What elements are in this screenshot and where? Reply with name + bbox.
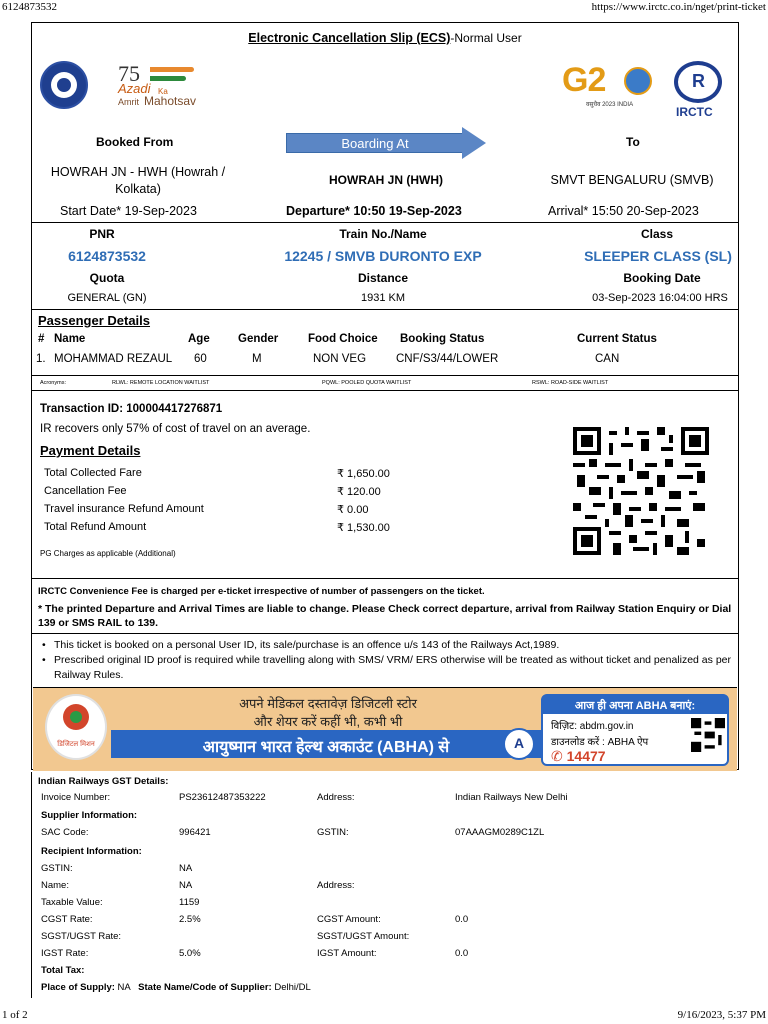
ad-line-2: और शेयर करें कहीं भी, कभी भी bbox=[253, 714, 403, 729]
gst-title: Indian Railways GST Details: bbox=[38, 776, 169, 787]
g20-logo bbox=[562, 63, 662, 113]
pd-col-food: Food Choice bbox=[308, 333, 378, 345]
ad-box-helpline-number: 14477 bbox=[566, 748, 606, 764]
divider bbox=[32, 633, 738, 634]
convenience-fee-note: IRCTC Convenience Fee is charged per e-ticket irrespective of number of passengers on the ticket. bbox=[38, 586, 485, 597]
digital-mission-emblem-icon bbox=[45, 694, 107, 760]
slip-title-sub: -Normal User bbox=[450, 31, 522, 45]
ad-info-box bbox=[541, 694, 729, 766]
payment-label-insurance-refund: Travel insurance Refund Amount bbox=[44, 503, 204, 515]
printed-times-note: * The printed Departure and Arrival Times are liable to change. Please Check correct departure, arrival from Railway Station Enquiry or Dial 139 or SMS RAIL to 139. bbox=[38, 603, 732, 629]
distance-label: Distance bbox=[357, 271, 409, 285]
abha-advertisement-banner[interactable] bbox=[33, 687, 737, 771]
gst-r-name-label: Name: bbox=[41, 880, 69, 891]
class-value: SLEEPER CLASS (SL) bbox=[584, 248, 732, 264]
distance-value: 1931 KM bbox=[360, 292, 406, 304]
pd-col-booking-status: Booking Status bbox=[400, 333, 485, 345]
slip-title-main: Electronic Cancellation Slip (ECS) bbox=[248, 31, 451, 45]
gst-igst-amt-value: 0.0 bbox=[455, 948, 469, 959]
divider bbox=[32, 390, 738, 391]
azadi-ka-amrit-mahotsav-logo bbox=[116, 61, 206, 111]
note-bullet-1 bbox=[38, 638, 734, 653]
tricolor-flag-icon bbox=[150, 67, 194, 81]
ad-box-helpline bbox=[551, 748, 606, 765]
gst-place-of-supply bbox=[41, 982, 311, 993]
acronym-pqwl: PQWL: POOLED QUOTA WAITLIST bbox=[322, 380, 412, 386]
divider bbox=[32, 309, 738, 310]
ad-box-visit: विज़िट: abdm.gov.in bbox=[551, 721, 634, 732]
acronym-rlwl: RLWL: REMOTE LOCATION WAITLIST bbox=[112, 380, 210, 386]
gst-cgst-rate-value: 2.5% bbox=[179, 914, 201, 925]
gst-sac-value: 996421 bbox=[179, 827, 211, 838]
small-qr-code-icon bbox=[691, 718, 725, 752]
emblem-text: डिजिटल मिशन bbox=[57, 741, 95, 748]
gst-r-name-value: NA bbox=[179, 880, 193, 891]
payment-details-title: Payment Details bbox=[40, 443, 141, 458]
boarding-station: HOWRAH JN (HWH) bbox=[329, 173, 443, 187]
gst-state-label: State Name/Code of Supplier: bbox=[138, 982, 272, 993]
passenger-row-num: 1. bbox=[36, 353, 46, 365]
gst-place-value: NA bbox=[117, 982, 131, 993]
start-date: Start Date* 19-Sep-2023 bbox=[60, 204, 197, 218]
passenger-row-gender: M bbox=[252, 353, 262, 365]
payment-label-cancellation-fee: Cancellation Fee bbox=[44, 485, 127, 497]
abha-circle-letter: A bbox=[514, 735, 525, 751]
payment-value-cancellation-fee: ₹ 120.00 bbox=[337, 486, 381, 498]
booked-from-label: Booked From bbox=[96, 135, 174, 149]
irctc-logo-label: IRCTC bbox=[676, 105, 713, 119]
gst-address-label: Address: bbox=[317, 792, 355, 803]
pnr-label: PNR bbox=[89, 227, 115, 241]
gst-igst-rate-label: IGST Rate: bbox=[41, 948, 89, 959]
booking-date-label: Booking Date bbox=[623, 271, 701, 285]
g20-logo-text: G2 bbox=[562, 61, 606, 99]
passenger-row-age: 60 bbox=[194, 353, 207, 365]
azadi-logo-number: 75 bbox=[118, 61, 140, 86]
print-header-url[interactable]: https://www.irctc.co.in/nget/print-ticket bbox=[591, 1, 766, 13]
pnr-number: 6124873532 bbox=[68, 248, 146, 264]
booking-date-value: 03-Sep-2023 16:04:00 HRS bbox=[592, 292, 728, 304]
to-station: SMVT BENGALURU (SMVB) bbox=[550, 173, 714, 187]
irctc-logo bbox=[668, 61, 728, 123]
gst-cgst-amt-label: CGST Amount: bbox=[317, 914, 381, 925]
to-label: To bbox=[626, 135, 640, 149]
payment-value-total-fare: ₹ 1,650.00 bbox=[337, 468, 390, 480]
qr-code-icon bbox=[573, 427, 709, 555]
arrow-right-icon bbox=[462, 127, 486, 159]
gst-sgst-rate-label: SGST/UGST Rate: bbox=[41, 931, 122, 942]
passenger-details-title: Passenger Details bbox=[38, 313, 151, 328]
print-footer bbox=[0, 1008, 768, 1024]
divider bbox=[32, 578, 738, 579]
divider bbox=[32, 222, 738, 223]
from-station-line2: Kolkata) bbox=[115, 182, 161, 196]
gst-r-gstin-label: GSTIN: bbox=[41, 863, 73, 874]
note-bullet-1-text: This ticket is booked on a personal User ID, its sale/purchase is an offence u/s 143 of the Railways Act,1989. bbox=[54, 639, 560, 651]
gst-state-value: Delhi/DL bbox=[274, 982, 311, 993]
ir-recovers-note: IR recovers only 57% of cost of travel on an average. bbox=[40, 423, 311, 435]
bullet-icon: • bbox=[42, 654, 46, 666]
pd-col-name: Name bbox=[54, 333, 86, 345]
from-station bbox=[38, 164, 238, 198]
train-name: 12245 / SMVB DURONTO EXP bbox=[284, 248, 482, 264]
acronyms-label: Acronyms: bbox=[40, 380, 66, 386]
ad-box-download: डाउनलोड करें : ABHA ऐप bbox=[551, 737, 649, 748]
ad-band bbox=[111, 730, 541, 758]
gst-cgst-rate-label: CGST Rate: bbox=[41, 914, 93, 925]
cancellation-slip bbox=[31, 22, 739, 770]
gst-sgst-amt-label: SGST/UGST Amount: bbox=[317, 931, 410, 942]
azadi-logo-mahotsav: Mahotsav bbox=[144, 94, 197, 108]
departure-time: Departure* 10:50 19-Sep-2023 bbox=[286, 204, 462, 218]
ad-line-1: अपने मेडिकल दस्तावेज़ डिजिटली स्टोर bbox=[239, 696, 417, 711]
gst-r-address-label: Address: bbox=[317, 880, 355, 891]
passenger-row-food: NON VEG bbox=[313, 353, 367, 365]
passenger-row-booking: CNF/S3/44/LOWER bbox=[396, 353, 499, 365]
pd-col-gender: Gender bbox=[238, 333, 279, 345]
arrival-time: Arrival* 15:50 20-Sep-2023 bbox=[548, 204, 699, 218]
passenger-row-name: MOHAMMAD REZAUL bbox=[54, 353, 173, 365]
gst-supplier-label: Supplier Information: bbox=[41, 810, 138, 821]
print-header-pnr: 6124873532 bbox=[2, 1, 57, 13]
from-station-line1: HOWRAH JN - HWH (Howrah / bbox=[50, 165, 226, 179]
phone-icon: ✆ bbox=[551, 748, 567, 764]
print-timestamp: 9/16/2023, 5:37 PM bbox=[677, 1009, 766, 1021]
payment-label-total-fare: Total Collected Fare bbox=[44, 467, 142, 479]
ad-band-text: आयुष्मान भारत हेल्थ अकाउंट (ABHA) से bbox=[202, 739, 450, 756]
note-bullet-2-text: Prescribed original ID proof is required while travelling along with SMS/ VRM/ ERS otherwise will be treated as without ticket and penalized as per Railway Rules. bbox=[54, 654, 731, 681]
divider bbox=[32, 375, 738, 376]
azadi-logo-word: Azadi bbox=[118, 81, 151, 96]
pd-col-current-status: Current Status bbox=[577, 333, 657, 345]
acronym-rswl: RSWL: ROAD-SIDE WAITLIST bbox=[532, 380, 609, 386]
bullet-icon: • bbox=[42, 639, 46, 651]
pd-col-age: Age bbox=[188, 333, 210, 345]
class-label: Class bbox=[640, 227, 674, 241]
gst-invoice-value: PS23612487353222 bbox=[179, 792, 266, 803]
pd-col-num: # bbox=[38, 333, 45, 345]
slip-title bbox=[32, 31, 738, 45]
train-label: Train No./Name bbox=[339, 227, 427, 241]
gst-address-value: Indian Railways New Delhi bbox=[455, 792, 568, 803]
g20-logo-sub: वसुधैव 2023 INDIA bbox=[586, 102, 634, 108]
gst-sac-label: SAC Code: bbox=[41, 827, 89, 838]
azadi-logo-ka: Ka bbox=[158, 87, 168, 96]
azadi-logo-amrit: Amrit bbox=[118, 97, 139, 107]
boarding-at-arrow bbox=[286, 127, 486, 159]
payment-value-insurance-refund: ₹ 0.00 bbox=[337, 504, 369, 516]
ad-box-heading: आज ही अपना ABHA बनाएं: bbox=[543, 696, 727, 714]
gst-igst-amt-label: IGST Amount: bbox=[317, 948, 377, 959]
gst-igst-rate-value: 5.0% bbox=[179, 948, 201, 959]
g20-globe-icon bbox=[624, 67, 652, 95]
quota-value: GENERAL (GN) bbox=[67, 292, 147, 304]
indian-railways-logo-icon bbox=[40, 61, 88, 109]
gst-taxable-label: Taxable Value: bbox=[41, 897, 103, 908]
pg-charges-note: PG Charges as applicable (Additional) bbox=[40, 549, 176, 558]
gst-r-gstin-value: NA bbox=[179, 863, 193, 874]
gst-taxable-value: 1159 bbox=[179, 897, 200, 908]
gst-gstin-value: 07AAAGM0289C1ZL bbox=[455, 827, 545, 838]
transaction-id: Transaction ID: 100004417276871 bbox=[40, 403, 223, 415]
print-header bbox=[0, 0, 768, 18]
irctc-logo-mark: R bbox=[692, 71, 705, 91]
note-bullet-2 bbox=[38, 653, 734, 683]
passenger-row-current: CAN bbox=[595, 353, 620, 365]
payment-value-total-refund: ₹ 1,530.00 bbox=[337, 522, 390, 534]
quota-label: Quota bbox=[89, 271, 125, 285]
payment-label-total-refund: Total Refund Amount bbox=[44, 521, 147, 533]
gst-place-label: Place of Supply: bbox=[41, 982, 115, 993]
gst-invoice-label: Invoice Number: bbox=[41, 792, 111, 803]
gst-gstin-label: GSTIN: bbox=[317, 827, 349, 838]
abha-circle-logo-icon bbox=[503, 728, 535, 760]
gst-total-tax-label: Total Tax: bbox=[41, 965, 85, 976]
page-number: 1 of 2 bbox=[2, 1009, 28, 1021]
gst-recipient-label: Recipient Information: bbox=[41, 846, 142, 857]
boarding-at-label: Boarding At bbox=[341, 136, 409, 151]
gst-cgst-amt-value: 0.0 bbox=[455, 914, 469, 925]
gst-details bbox=[31, 772, 739, 998]
